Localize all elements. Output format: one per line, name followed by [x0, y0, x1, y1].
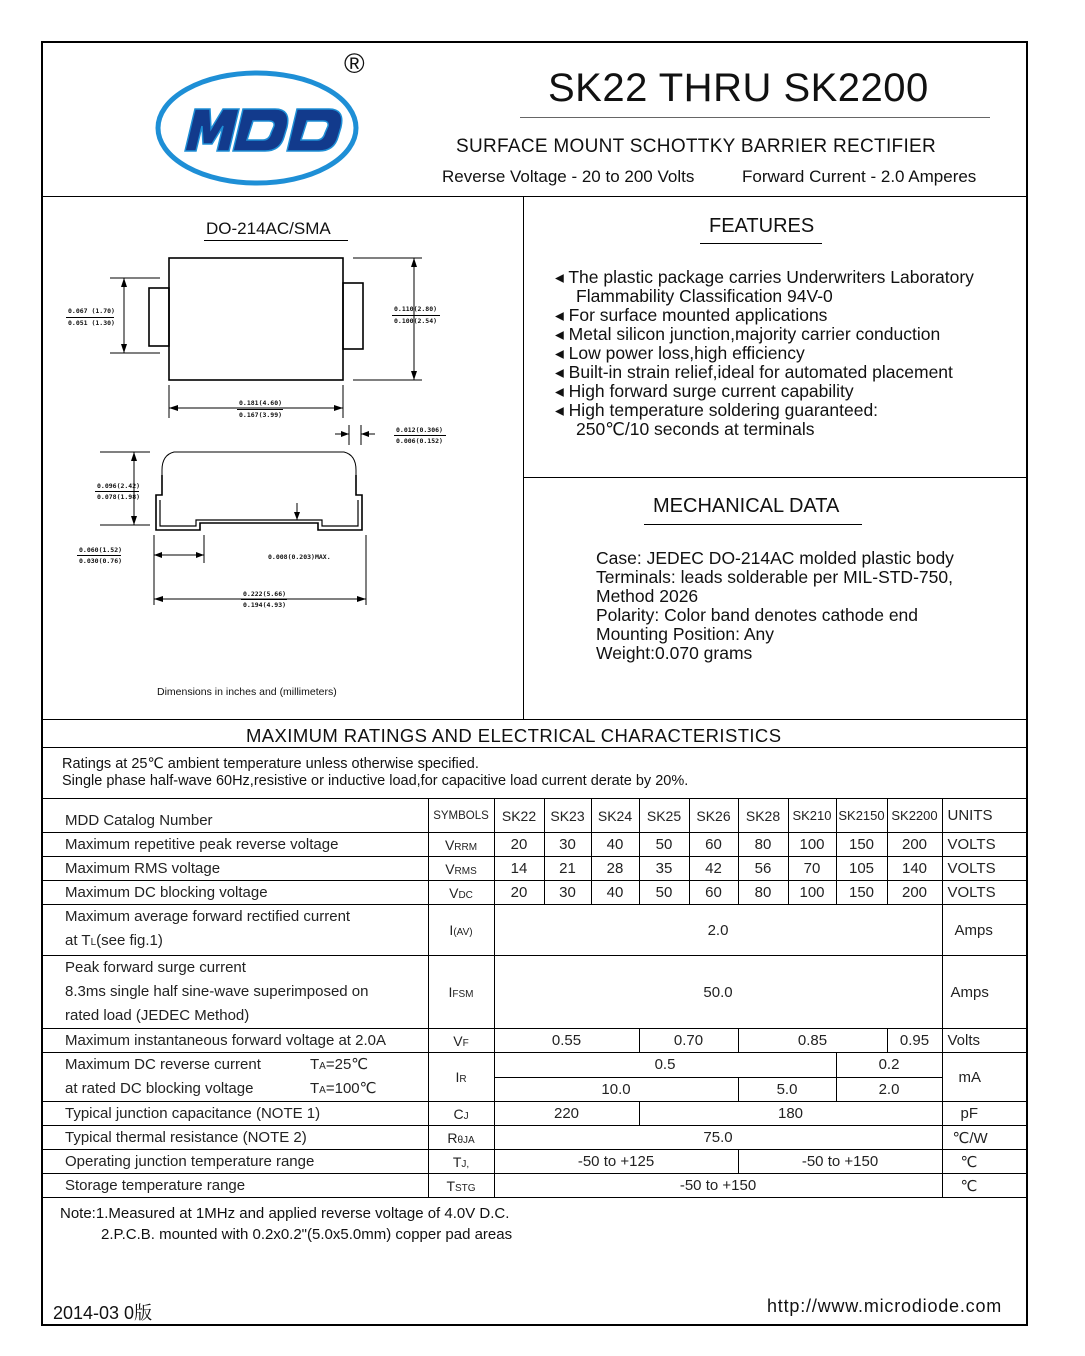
dim-5b: 0.078(1.98) — [97, 493, 141, 501]
dim-2b: 0.100(2.54) — [394, 317, 438, 325]
mech-line: Method 2026 — [596, 586, 699, 606]
part-header: SK25 — [639, 799, 689, 833]
dim-3b: 0.167(3.99) — [239, 411, 283, 419]
package-name-underline — [204, 240, 348, 241]
table-row: Maximum instantaneous forward voltage at 2.0A VF 0.55 0.70 0.85 0.95 Volts — [42, 1029, 1028, 1053]
registered-mark: ® — [344, 48, 365, 79]
dim-1b: 0.051 (1.30) — [68, 319, 115, 327]
dim-4b: 0.006(0.152) — [396, 437, 443, 445]
bullet-arrow-icon: ◂ — [555, 362, 564, 382]
feature-item: ◂ The plastic package carries Underwriters Laboratory — [555, 267, 974, 287]
table-row: Typical junction capacitance (NOTE 1) CJ 220 180 pF — [42, 1102, 1028, 1126]
feature-item: ◂ Metal silicon junction,majority carrier conduction — [555, 324, 941, 344]
dim-8b: 0.194(4.93) — [243, 601, 287, 609]
mechanical-heading: MECHANICAL DATA — [653, 495, 840, 517]
ratings-top-divider — [42, 719, 1028, 720]
page-title: SK22 THRU SK2200 — [548, 66, 929, 110]
mdd-logo — [155, 69, 360, 187]
feature-item: 250℃/10 seconds at terminals — [576, 419, 815, 439]
ratings-note-1: Ratings at 25℃ ambient temperature unless otherwise specified. — [62, 756, 479, 772]
dim-6-rule — [77, 555, 121, 556]
dim-1-rule — [66, 317, 114, 318]
feature-item: ◂ High temperature soldering guaranteed: — [555, 400, 879, 420]
table-row: Maximum DC blocking voltage VDC 20 30 40 50 60 80 100 150 200 VOLTS — [42, 881, 1028, 905]
table-row: Operating junction temperature range TJ, -50 to +125 -50 to +150 ℃ — [42, 1150, 1028, 1174]
mech-line: Terminals: leads solderable per MIL-STD-750, — [596, 567, 953, 587]
dim-3a: 0.181(4.60) — [239, 399, 283, 407]
table-row: Typical thermal resistance (NOTE 2) RθJA 75.0 ℃/W — [42, 1126, 1028, 1150]
feature-item: ◂ For surface mounted applications — [555, 305, 828, 325]
table-row: Maximum DC reverse current TA=25℃ at rated DC blocking voltage TA=100℃ IR 0.5 0.2 mA — [42, 1053, 1028, 1078]
reverse-voltage-spec: Reverse Voltage - 20 to 200 Volts — [442, 167, 695, 186]
bullet-arrow-icon: ◂ — [555, 400, 564, 420]
part-header: SK2200 — [887, 799, 942, 833]
dimensions-caption: Dimensions in inches and (millimeters) — [157, 686, 337, 698]
dim-5a: 0.096(2.42) — [97, 482, 141, 490]
dim-6b: 0.030(0.76) — [79, 557, 123, 565]
feature-item: ◂ High forward surge current capability — [555, 381, 854, 401]
dim-5-rule — [95, 491, 139, 492]
mech-line: Case: JEDEC DO-214AC molded plastic body — [596, 548, 954, 568]
features-list — [555, 268, 974, 439]
mechanical-data — [596, 549, 954, 663]
part-header: SK24 — [591, 799, 639, 833]
ratings-heading-divider — [42, 747, 1028, 748]
mech-line: Mounting Position: Any — [596, 624, 775, 644]
dim-4-rule — [394, 435, 446, 436]
bullet-arrow-icon: ◂ — [555, 305, 564, 325]
note-1: Note:1.Measured at 1MHz and applied reverse voltage of 4.0V D.C. — [60, 1205, 510, 1222]
mechanical-heading-underline — [644, 524, 862, 525]
part-header: SK28 — [738, 799, 788, 833]
feature-item: ◂ Built-in strain relief,ideal for automated placement — [555, 362, 953, 382]
feature-item: ◂ Low power loss,high efficiency — [555, 343, 805, 363]
part-header: SK26 — [689, 799, 738, 833]
feature-item: Flammability Classification 94V-0 — [576, 286, 833, 306]
part-header: SK210 — [788, 799, 836, 833]
dim-6a: 0.060(1.52) — [79, 546, 123, 554]
features-heading-underline — [700, 243, 822, 244]
dim-3-rule — [237, 409, 283, 410]
dim-8a: 0.222(5.66) — [243, 590, 287, 598]
part-header: SK22 — [494, 799, 544, 833]
table-row: Maximum RMS voltage VRMS 14 21 28 35 42 56 70 105 140 VOLTS — [42, 857, 1028, 881]
dim-2a: 0.110(2.80) — [394, 305, 438, 313]
forward-current-spec: Forward Current - 2.0 Amperes — [742, 167, 977, 186]
bullet-arrow-icon: ◂ — [555, 381, 564, 401]
part-header: SK2150 — [836, 799, 887, 833]
units-header: UNITS — [942, 799, 1028, 833]
center-divider — [523, 197, 524, 719]
note-2: 2.P.C.B. mounted with 0.2x0.2"(5.0x5.0mm) copper pad areas — [101, 1226, 513, 1243]
bullet-arrow-icon: ◂ — [555, 267, 564, 287]
table-row: Peak forward surge current 8.3ms single half sine-wave superimposed on rated load (JEDEC Method) IFSM 50.0 Amps — [42, 956, 1028, 1029]
dim-7: 0.008(0.203)MAX. — [268, 553, 331, 561]
header-divider — [42, 196, 1028, 197]
ratings-heading: MAXIMUM RATINGS AND ELECTRICAL CHARACTERISTICS — [246, 725, 782, 746]
dim-2-rule — [392, 315, 440, 316]
table-row: Maximum average forward rectified current at TL(see fig.1) I(AV) 2.0 Amps — [42, 905, 1028, 956]
footer-date: 2014-03 0版 — [53, 1303, 153, 1323]
mech-line: Weight:0.070 grams — [596, 643, 753, 663]
table-row: 10.0 5.0 2.0 — [42, 1077, 1028, 1102]
bullet-arrow-icon: ◂ — [555, 324, 564, 344]
dim-4a: 0.012(0.306) — [396, 426, 443, 434]
page-subtitle: SURFACE MOUNT SCHOTTKY BARRIER RECTIFIER — [456, 136, 937, 157]
part-header: SK23 — [544, 799, 591, 833]
ratings-table — [42, 798, 1028, 1198]
ratings-note-2: Single phase half-wave 60Hz,resistive or inductive load,for capacitive load current derate by 20%. — [62, 773, 689, 789]
mech-line: Polarity: Color band denotes cathode end — [596, 605, 919, 625]
title-underline — [520, 117, 990, 118]
table-row: Maximum repetitive peak reverse voltage VRRM 20 30 40 50 60 80 100 150 200 VOLTS — [42, 833, 1028, 857]
catalog-header: MDD Catalog Number — [42, 799, 428, 833]
symbols-header: SYMBOLS — [428, 799, 494, 833]
dim-1a: 0.067 (1.70) — [68, 307, 115, 315]
table-header-row — [42, 799, 1028, 833]
bullet-arrow-icon: ◂ — [555, 343, 564, 363]
features-heading: FEATURES — [709, 215, 815, 237]
features-divider — [524, 477, 1028, 478]
package-name: DO-214AC/SMA — [206, 219, 331, 238]
table-row: Storage temperature range TSTG -50 to +150 ℃ — [42, 1174, 1028, 1198]
footer-url[interactable]: http://www.microdiode.com — [767, 1296, 1003, 1316]
dim-8-rule — [241, 599, 287, 600]
